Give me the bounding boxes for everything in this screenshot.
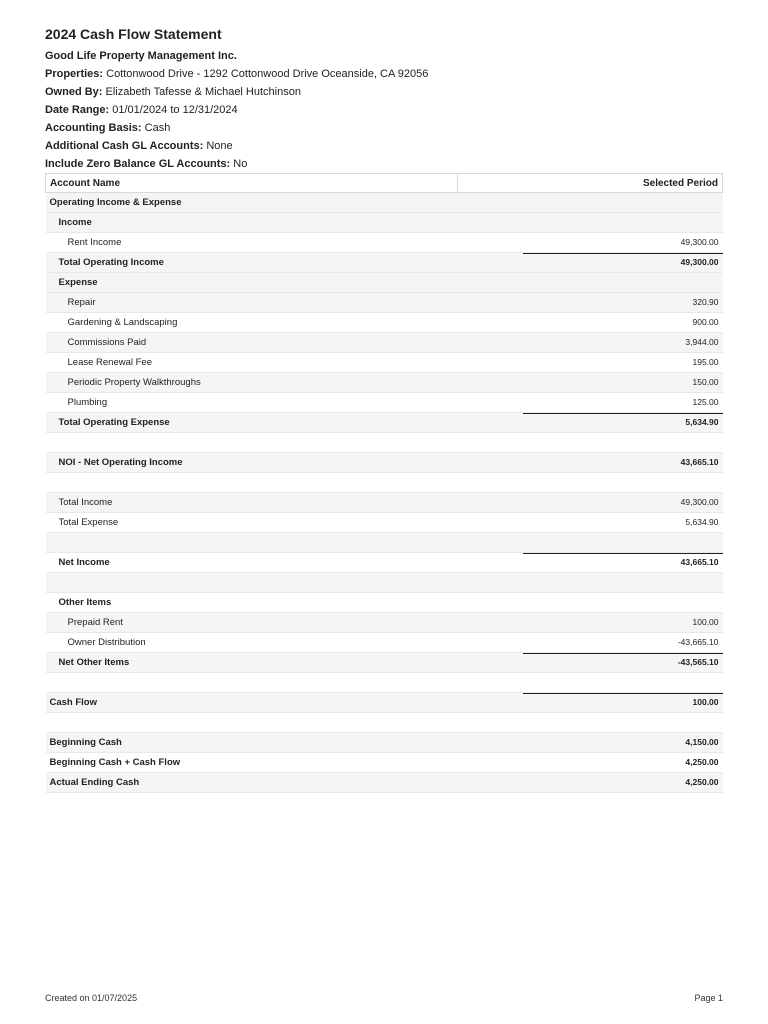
- meta-label: Owned By:: [45, 86, 103, 98]
- account-name: Operating Income & Expense: [46, 193, 458, 213]
- amount: 49,300.00: [680, 257, 719, 267]
- amount: 43,665.10: [680, 557, 719, 567]
- meta-value: Elizabeth Tafesse & Michael Hutchinson: [102, 86, 301, 98]
- account-value: [458, 193, 723, 213]
- account-name: [46, 573, 458, 593]
- account-name: Plumbing: [46, 393, 458, 413]
- table-row: [46, 253, 723, 273]
- spacer-row: [46, 473, 723, 493]
- table-row: [46, 493, 723, 513]
- account-value: [458, 613, 723, 633]
- table-row: [46, 373, 723, 393]
- column-header-account-name[interactable]: Account Name: [46, 174, 458, 193]
- amount: 320.90: [692, 297, 719, 307]
- account-value: [458, 593, 723, 613]
- account-name: Net Income: [46, 553, 458, 573]
- table-row: [46, 773, 723, 793]
- table-row: [46, 213, 723, 233]
- amount: 43,665.10: [680, 457, 719, 467]
- account-name: Total Expense: [46, 513, 458, 533]
- account-value: [458, 753, 723, 773]
- account-value: [458, 573, 723, 593]
- account-name: Other Items: [46, 593, 458, 613]
- account-name: Beginning Cash: [46, 733, 458, 753]
- table-row: [46, 553, 723, 573]
- account-name: [46, 713, 458, 733]
- account-value: [458, 433, 723, 453]
- account-value: [458, 353, 723, 373]
- report-meta: [45, 47, 725, 173]
- account-name: Total Income: [46, 493, 458, 513]
- account-name: Total Operating Expense: [46, 413, 458, 433]
- account-name: [46, 433, 458, 453]
- amount: 100.00: [692, 697, 719, 707]
- account-name: Rent Income: [46, 233, 458, 253]
- meta-label: Additional Cash GL Accounts:: [45, 140, 204, 152]
- table-row: [46, 633, 723, 653]
- table-row: [46, 273, 723, 293]
- company-name: Good Life Property Management Inc.: [45, 50, 237, 62]
- account-name: [46, 473, 458, 493]
- meta-value: 01/01/2024 to 12/31/2024: [109, 104, 238, 116]
- account-value: [458, 293, 723, 313]
- account-name: Gardening & Landscaping: [46, 313, 458, 333]
- account-name: [46, 533, 458, 553]
- meta-label: Date Range:: [45, 104, 110, 116]
- account-name: Prepaid Rent: [46, 613, 458, 633]
- table-row: [46, 653, 723, 673]
- meta-include-zero-balance: [45, 155, 725, 173]
- account-value: [458, 233, 723, 253]
- table-row: [46, 693, 723, 713]
- amount: 125.00: [692, 397, 719, 407]
- account-value: [458, 493, 723, 513]
- meta-additional-cash-gl: [45, 137, 725, 155]
- table-row: [46, 753, 723, 773]
- spacer-row: [46, 713, 723, 733]
- amount: 4,250.00: [685, 777, 719, 787]
- meta-value: Cash: [141, 122, 171, 134]
- amount: 3,944.00: [685, 337, 719, 347]
- amount: -43,665.10: [677, 637, 719, 647]
- account-value: [458, 713, 723, 733]
- created-date: Created on 01/07/2025: [45, 993, 138, 1003]
- account-value: [458, 373, 723, 393]
- table-row: [46, 393, 723, 413]
- meta-label: Properties:: [45, 68, 104, 80]
- amount: 100.00: [692, 617, 719, 627]
- amount: 4,150.00: [685, 737, 719, 747]
- amount: -43,565.10: [677, 657, 719, 667]
- account-name: Periodic Property Walkthroughs: [46, 373, 458, 393]
- table-row: [46, 613, 723, 633]
- account-value: [458, 413, 723, 433]
- spacer-row: [46, 673, 723, 693]
- table-row: [46, 733, 723, 753]
- cash-flow-table: [45, 173, 723, 793]
- amount: 4,250.00: [685, 757, 719, 767]
- amount: 900.00: [692, 317, 719, 327]
- table-row: [46, 453, 723, 473]
- amount: 49,300.00: [680, 237, 719, 247]
- account-value: [458, 213, 723, 233]
- account-value: [458, 633, 723, 653]
- account-name: Owner Distribution: [46, 633, 458, 653]
- report-title: 2024 Cash Flow Statement: [45, 26, 222, 42]
- table-row: [46, 233, 723, 253]
- meta-label: Accounting Basis:: [45, 122, 142, 134]
- account-value: [458, 773, 723, 793]
- amount: 5,634.90: [685, 517, 719, 527]
- column-header-selected-period[interactable]: Selected Period: [458, 174, 723, 193]
- table-row: [46, 333, 723, 353]
- account-value: [458, 653, 723, 673]
- account-value: [458, 313, 723, 333]
- account-name: Lease Renewal Fee: [46, 353, 458, 373]
- amount: 5,634.90: [685, 417, 719, 427]
- meta-accounting-basis: [45, 119, 725, 137]
- amount: 49,300.00: [680, 497, 719, 507]
- account-name: Beginning Cash + Cash Flow: [46, 753, 458, 773]
- account-value: [458, 733, 723, 753]
- table-row: [46, 293, 723, 313]
- account-value: [458, 253, 723, 273]
- account-value: [458, 273, 723, 293]
- account-name: [46, 673, 458, 693]
- account-name: Total Operating Income: [46, 253, 458, 273]
- table-row: [46, 513, 723, 533]
- account-value: [458, 513, 723, 533]
- page-number: Page 1: [694, 993, 723, 1003]
- table-row: [46, 193, 723, 213]
- account-name: Net Other Items: [46, 653, 458, 673]
- account-name: Actual Ending Cash: [46, 773, 458, 793]
- spacer-row: [46, 433, 723, 453]
- meta-properties: [45, 65, 725, 83]
- table-row: [46, 353, 723, 373]
- meta-owned-by: [45, 83, 725, 101]
- account-value: [458, 473, 723, 493]
- amount: 195.00: [692, 357, 719, 367]
- account-name: Cash Flow: [46, 693, 458, 713]
- table-row: [46, 593, 723, 613]
- account-value: [458, 533, 723, 553]
- account-name: Commissions Paid: [46, 333, 458, 353]
- account-value: [458, 673, 723, 693]
- table-row: [46, 413, 723, 433]
- account-value: [458, 453, 723, 473]
- account-value: [458, 693, 723, 713]
- account-name: Income: [46, 213, 458, 233]
- account-value: [458, 553, 723, 573]
- account-name: Repair: [46, 293, 458, 313]
- meta-label: Include Zero Balance GL Accounts:: [45, 158, 231, 170]
- amount: 150.00: [692, 377, 719, 387]
- meta-value: No: [230, 158, 248, 170]
- meta-value: None: [203, 140, 233, 152]
- spacer-row: [46, 533, 723, 553]
- account-name: Expense: [46, 273, 458, 293]
- meta-date-range: [45, 101, 725, 119]
- account-name: NOI - Net Operating Income: [46, 453, 458, 473]
- account-value: [458, 393, 723, 413]
- table-header-row: [46, 174, 723, 193]
- table-row: [46, 313, 723, 333]
- meta-value: Cottonwood Drive - 1292 Cottonwood Drive Oceanside, CA 92056: [103, 68, 429, 80]
- spacer-row: [46, 573, 723, 593]
- account-value: [458, 333, 723, 353]
